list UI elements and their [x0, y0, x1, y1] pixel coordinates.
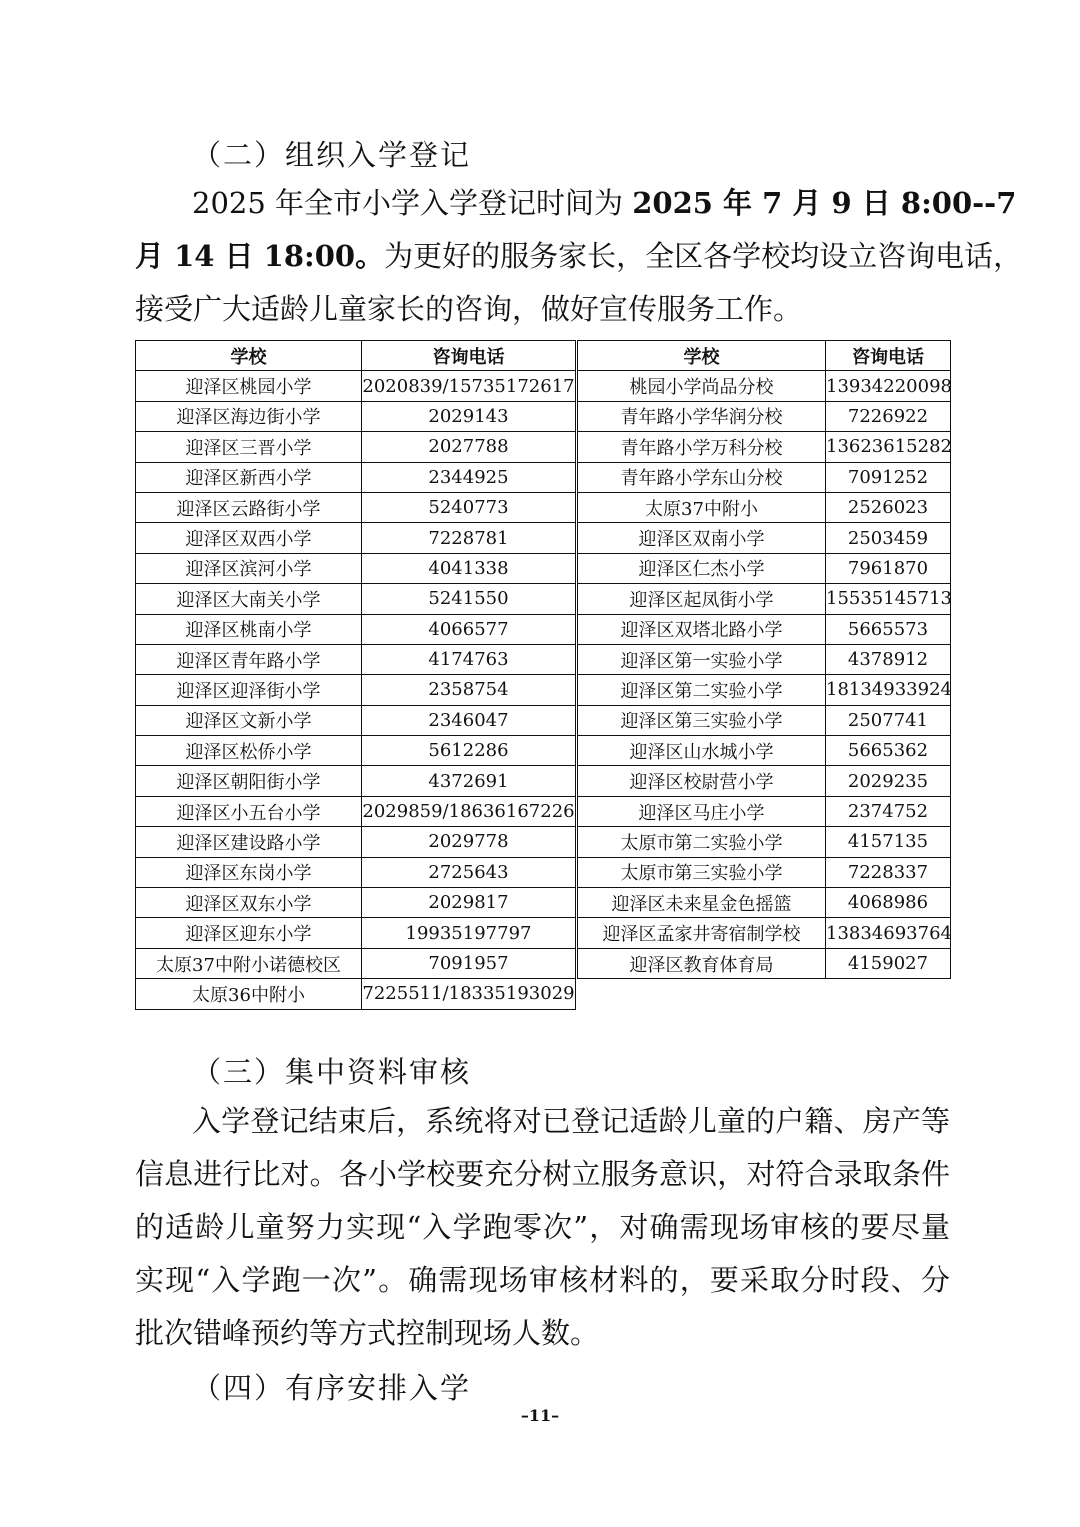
paragraph-line: 的适龄儿童努力实现“入学跑零次”，对确需现场审核的要尽量 [135, 1210, 950, 1244]
school-name-cell: 太原市第二实验小学 [578, 827, 826, 857]
table-row [578, 614, 951, 644]
table-row [136, 675, 576, 705]
phone-cell: 7091252 [826, 462, 951, 492]
school-name-cell: 迎泽区松侨小学 [136, 736, 362, 766]
phone-cell: 4066577 [362, 614, 576, 644]
school-name-cell: 迎泽区未来星金色摇篮 [578, 888, 826, 918]
text-run: 接受广大适龄儿童家长的咨询，做好宣传服务工作。 [135, 292, 803, 326]
phone-cell: 2725643 [362, 857, 576, 887]
phone-cell: 2503459 [826, 523, 951, 553]
phone-cell: 7228337 [826, 857, 951, 887]
school-name-cell: 青年路小学万科分校 [578, 432, 826, 462]
phone-cell: 4378912 [826, 644, 951, 674]
phone-cell: 2507741 [826, 705, 951, 735]
table-row [136, 553, 576, 583]
phone-cell: 5665573 [826, 614, 951, 644]
phone-cell: 4157135 [826, 827, 951, 857]
paragraph-line [135, 283, 950, 336]
phone-cell: 7228781 [362, 523, 576, 553]
phone-cell: 18134933924 [826, 675, 951, 705]
school-name-cell: 太原37中附小诺德校区 [136, 948, 362, 978]
school-name-cell: 迎泽区马庄小学 [578, 796, 826, 826]
phone-cell: 2346047 [362, 705, 576, 735]
table-row [578, 553, 951, 583]
page-number: –11– [520, 1406, 560, 1425]
phone-cell: 2374752 [826, 796, 951, 826]
school-name-cell: 迎泽区第三实验小学 [578, 705, 826, 735]
phone-column-header: 咨询电话 [826, 341, 951, 371]
school-name-cell: 迎泽区大南关小学 [136, 584, 362, 614]
school-name-cell: 迎泽区双南小学 [578, 523, 826, 553]
paragraph-line: 入学登记结束后，系统将对已登记适龄儿童的户籍、房产等 [192, 1104, 950, 1138]
school-name-cell: 迎泽区双塔北路小学 [578, 614, 826, 644]
text-run: 2025 年全市小学入学登记时间为 [192, 186, 633, 220]
phone-cell: 7961870 [826, 553, 951, 583]
phone-cell: 4159027 [826, 948, 951, 978]
text-run-bold: 2025 年 7 月 9 日 8:00--7 [632, 186, 1017, 220]
table-row [578, 401, 951, 431]
school-name-cell: 迎泽区孟家井寄宿制学校 [578, 918, 826, 948]
school-name-cell: 迎泽区东岗小学 [136, 857, 362, 887]
school-name-cell: 迎泽区双东小学 [136, 888, 362, 918]
phone-cell: 13834693764 [826, 918, 951, 948]
table-row [136, 614, 576, 644]
school-name-cell: 迎泽区桃园小学 [136, 371, 362, 401]
text-run-bold: 月 14 日 18:00。 [135, 239, 385, 273]
section-2-heading: （二）组织入学登记 [192, 138, 472, 172]
school-name-cell: 迎泽区迎泽街小学 [136, 675, 362, 705]
table-row [136, 492, 576, 522]
contact-table-right [577, 340, 951, 979]
contact-table-left [135, 340, 576, 1010]
table-row [136, 523, 576, 553]
table-row [578, 736, 951, 766]
table-row [578, 644, 951, 674]
table-row [578, 492, 951, 522]
table-row [136, 827, 576, 857]
phone-cell: 2029235 [826, 766, 951, 796]
table-row [578, 918, 951, 948]
paragraph-line: 实现“入学跑一次”。确需现场审核材料的，要采取分时段、分 [135, 1263, 950, 1297]
table-row [578, 888, 951, 918]
table-row [136, 401, 576, 431]
table-body [578, 371, 951, 979]
table-row [136, 705, 576, 735]
school-name-cell: 迎泽区小五台小学 [136, 796, 362, 826]
phone-cell: 4041338 [362, 553, 576, 583]
phone-cell: 5612286 [362, 736, 576, 766]
phone-cell: 2029143 [362, 401, 576, 431]
school-name-cell: 迎泽区桃南小学 [136, 614, 362, 644]
school-name-cell: 太原市第三实验小学 [578, 857, 826, 887]
phone-cell: 13623615282 [826, 432, 951, 462]
school-name-cell: 迎泽区仁杰小学 [578, 553, 826, 583]
table-row [136, 584, 576, 614]
phone-cell: 5240773 [362, 492, 576, 522]
school-column-header: 学校 [136, 341, 362, 371]
school-name-cell: 迎泽区青年路小学 [136, 644, 362, 674]
table-row [578, 796, 951, 826]
table-row [136, 736, 576, 766]
phone-cell: 13934220098 [826, 371, 951, 401]
phone-cell: 7226922 [826, 401, 951, 431]
school-name-cell: 迎泽区教育体育局 [578, 948, 826, 978]
table-row [136, 796, 576, 826]
table-row [578, 523, 951, 553]
school-name-cell: 迎泽区文新小学 [136, 705, 362, 735]
table-header-row [136, 341, 576, 371]
school-name-cell: 迎泽区朝阳街小学 [136, 766, 362, 796]
phone-cell: 5665362 [826, 736, 951, 766]
table-row [578, 675, 951, 705]
table-row [136, 857, 576, 887]
school-name-cell: 迎泽区云路街小学 [136, 492, 362, 522]
phone-cell: 7091957 [362, 948, 576, 978]
table-row [136, 462, 576, 492]
section-3-heading: （三）集中资料审核 [192, 1055, 472, 1089]
paragraph-line: 信息进行比对。各小学校要充分树立服务意识，对符合录取条件 [135, 1157, 950, 1191]
phone-cell: 2029817 [362, 888, 576, 918]
school-name-cell: 迎泽区滨河小学 [136, 553, 362, 583]
table-row [136, 766, 576, 796]
table-row [136, 918, 576, 948]
phone-cell: 2029859/18636167226 [362, 796, 576, 826]
school-column-header: 学校 [578, 341, 826, 371]
school-name-cell: 迎泽区双西小学 [136, 523, 362, 553]
paragraph-line: 批次错峰预约等方式控制现场人数。 [135, 1316, 600, 1350]
school-name-cell: 太原37中附小 [578, 492, 826, 522]
school-name-cell: 迎泽区起凤街小学 [578, 584, 826, 614]
phone-cell: 2344925 [362, 462, 576, 492]
school-name-cell: 迎泽区建设路小学 [136, 827, 362, 857]
school-name-cell: 青年路小学华润分校 [578, 401, 826, 431]
table-row [578, 432, 951, 462]
table-row [578, 705, 951, 735]
phone-cell: 2358754 [362, 675, 576, 705]
table-row [136, 888, 576, 918]
school-name-cell: 迎泽区校尉营小学 [578, 766, 826, 796]
phone-cell: 2526023 [826, 492, 951, 522]
table-row [136, 371, 576, 401]
school-name-cell: 迎泽区三晋小学 [136, 432, 362, 462]
school-name-cell: 迎泽区山水城小学 [578, 736, 826, 766]
section-2-paragraph [135, 177, 1023, 336]
school-name-cell: 桃园小学尚品分校 [578, 371, 826, 401]
table-row [578, 584, 951, 614]
table-row [136, 432, 576, 462]
phone-cell: 4174763 [362, 644, 576, 674]
table-header-row [578, 341, 951, 371]
phone-cell: 4068986 [826, 888, 951, 918]
school-name-cell: 太原36中附小 [136, 979, 362, 1009]
paragraph-line [135, 230, 1023, 283]
school-name-cell: 迎泽区海边街小学 [136, 401, 362, 431]
school-name-cell: 迎泽区第二实验小学 [578, 675, 826, 705]
table-row [136, 644, 576, 674]
school-name-cell: 迎泽区新西小学 [136, 462, 362, 492]
phone-cell: 4372691 [362, 766, 576, 796]
table-body [136, 371, 576, 1009]
school-name-cell: 迎泽区第一实验小学 [578, 644, 826, 674]
paragraph-line [135, 177, 1017, 230]
phone-cell: 7225511/18335193029 [362, 979, 576, 1009]
table-row [578, 371, 951, 401]
table-row [578, 827, 951, 857]
text-run: 为更好的服务家长，全区各学校均设立咨询电话， [384, 239, 1023, 273]
table-row [136, 979, 576, 1009]
phone-cell: 15535145713 [826, 584, 951, 614]
phone-column-header: 咨询电话 [362, 341, 576, 371]
table-row [578, 462, 951, 492]
phone-cell: 2020839/15735172617 [362, 371, 576, 401]
section-4-heading: （四）有序安排入学 [192, 1371, 472, 1405]
phone-cell: 2027788 [362, 432, 576, 462]
table-row [578, 857, 951, 887]
section-3-paragraph [135, 1095, 950, 1360]
phone-cell: 2029778 [362, 827, 576, 857]
table-row [136, 948, 576, 978]
school-name-cell: 迎泽区迎东小学 [136, 918, 362, 948]
phone-cell: 5241550 [362, 584, 576, 614]
table-row [578, 766, 951, 796]
school-name-cell: 青年路小学东山分校 [578, 462, 826, 492]
phone-cell: 19935197797 [362, 918, 576, 948]
table-row [578, 948, 951, 978]
